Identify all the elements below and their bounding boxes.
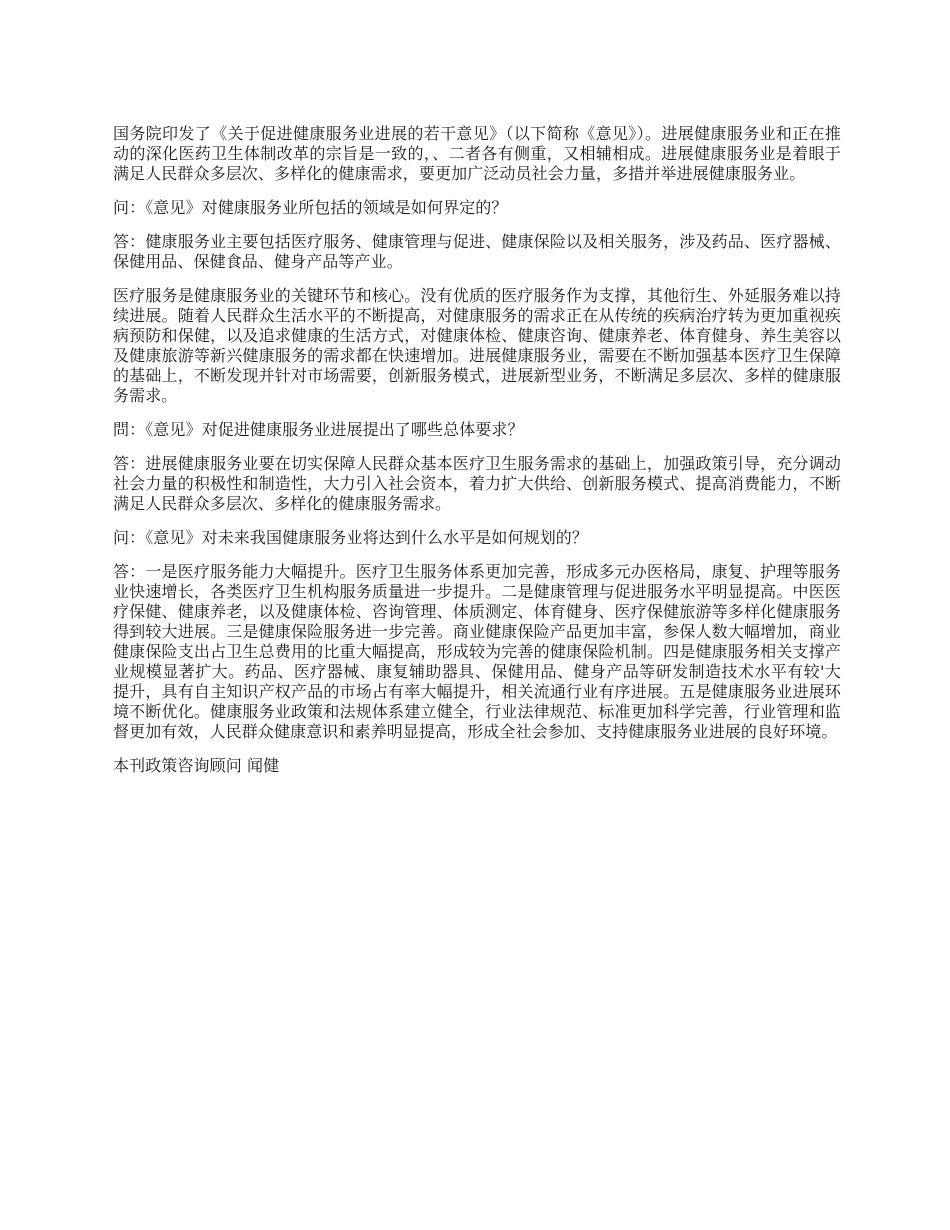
- answer-1: 答：健康服务业主要包括医疗服务、健康管理与促进、健康保险以及相关服务，涉及药品、医疗器械、保健用品、保健食品、健身产品等产业。: [113, 232, 841, 271]
- byline: 本刊政策咨询顾问 闻健: [113, 756, 280, 775]
- answer-3: 答：一是医疗服务能力大幅提升。医疗卫生服务体系更加完善，形成多元办医格局，康复、护理等服务业快速增长，各类医疗卫生机构服务质量进一步提升。二是健康管理与促进服务水平明显提高。中医医疗保健、健康养老，以及健康体检、咨询管理、体质测定、体育健身、医疗保健旅游等多样化健康服务得到较大进展。三是健康保险服务进一步完善。商业健康保险产品更加丰富，参保人数大幅增加，商业健康保险支出占卫生总费用的比重大幅提高，形成较为完善的健康保险机制。四是健康服务相关支撑产业规模显著扩大。药品、医疗器械、康复辅助器具、保健用品、健身产品等研发制造技术水平有较'大提升，具有自主知识产权产品的市场占有率大幅提升，相关流通行业有序进展。五是健康服务业进展环境不断优化。健康服务业政策和法规体系建立健全，行业法律规范、标准更加科学完善，行业管理和监督更加有效，人民群众健康意识和素养明显提高，形成全社会参加、支持健康服务业进展的良好环境。: [113, 562, 841, 741]
- body-paragraph: 医疗服务是健康服务业的关键环节和核心。没有优质的医疗服务作为支撑，其他衍生、外延服务难以持续进展。随着人民群众生活水平的不断提高，对健康服务的需求正在从传统的疾病治疗转为更加重视疾病预防和保健，以及追求健康的生活方式，对健康体检、健康咨询、健康养老、体育健身、养生美容以及健康旅游等新兴健康服务的需求都在快速增加。进展健康服务业，需要在不断加强基本医疗卫生保障的基础上，不断发现并针对市场需要，创新服务模式，进展新型业务，不断满足多层次、多样的健康服务需求。: [113, 286, 841, 405]
- document-body: [113, 124, 841, 790]
- question-2: 問：《意见》对促进健康服务业进展提出了哪些总体要求？: [113, 420, 524, 439]
- question-3: 问：《意见》对未来我国健康服务业将达到什么水平是如何规划的？: [113, 528, 589, 547]
- question-1: 问：《意见》对健康服务业所包括的领域是如何界定的？: [113, 198, 508, 217]
- intro-paragraph: 国务院印发了《关于促进健康服务业进展的若干意见》（以下简称《意见》）。进展健康服务业和正在推动的深化医药卫生体制改革的宗旨是一致的，、二者各有侧重，又相辅相成。进展健康服务业是着眼于满足人民群众多层次、多样化的健康需求，要更加广泛动员社会力量，多措并举进展健康服务业。: [113, 124, 841, 183]
- answer-2: 答：进展健康服务业要在切实保障人民群众基本医疗卫生服务需求的基础上，加强政策引导，充分调动社会力量的积极性和制造性，大力引入社会资本，着力扩大供给、创新服务模式、提高消费能力，不断满足人民群众多层次、多样化的健康服务需求。: [113, 454, 841, 513]
